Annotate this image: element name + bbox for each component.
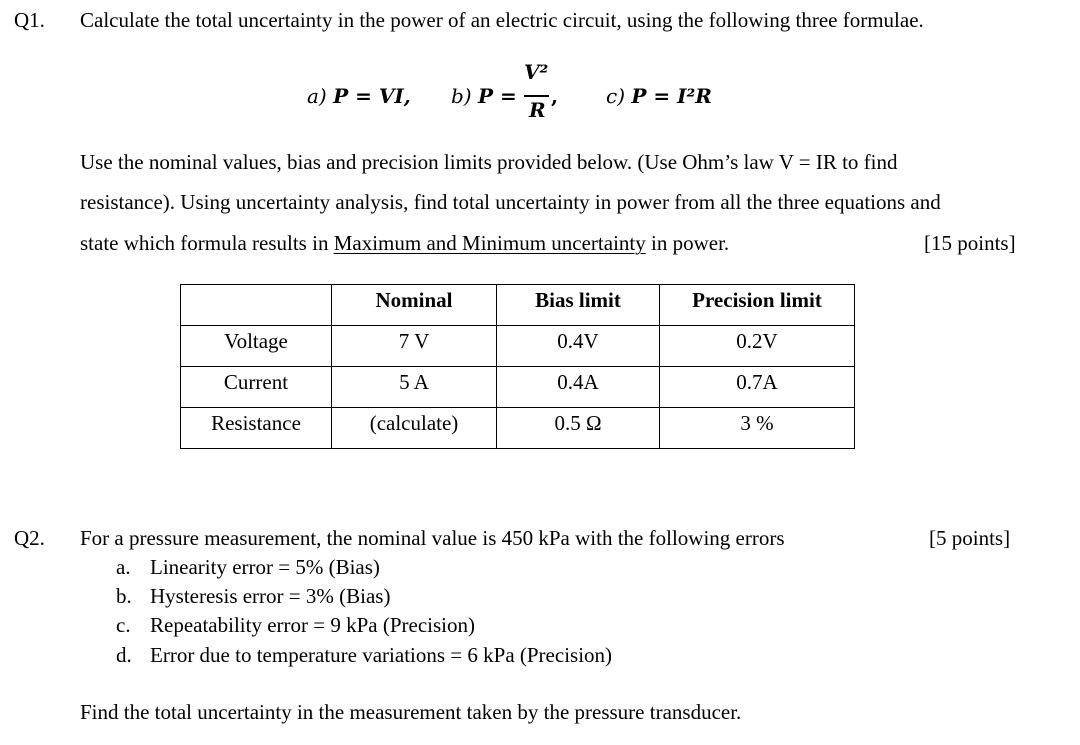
table-cell: Current: [181, 367, 332, 408]
list-text: Hysteresis error = 3% (Bias): [150, 584, 391, 608]
list-marker: c.: [116, 613, 131, 637]
list-item: [116, 584, 390, 609]
paragraph-line-3: [80, 231, 729, 256]
question-2-number: Q2.: [14, 526, 45, 550]
paragraph-line-2: resistance). Using uncertainty analysis, find total uncertainty in power from all the three equations and: [80, 190, 941, 214]
list-marker: d.: [116, 643, 132, 667]
table-header-cell: [181, 285, 332, 326]
formula-c-expression: P = I²R: [631, 84, 712, 108]
question-2-intro: For a pressure measurement, the nominal value is 450 kPa with the following errors: [80, 526, 785, 550]
list-marker: b.: [116, 584, 132, 608]
table-cell: 0.4A: [497, 367, 660, 408]
formula-a-label: a): [307, 84, 334, 108]
question-1-points: [15 points]: [924, 231, 1016, 255]
measurement-table: [180, 284, 855, 449]
formula-a: [307, 84, 411, 108]
table-cell: 5 A: [332, 367, 497, 408]
question-2-points: [5 points]: [929, 526, 1011, 550]
paragraph-line-1: Use the nominal values, bias and precision limits provided below. (Use Ohm’s law V = IR to find: [80, 150, 898, 174]
paragraph-line-3-post: in power.: [645, 231, 730, 255]
table-cell: 0.4V: [497, 326, 660, 367]
table-cell: Voltage: [181, 326, 332, 367]
formula-c-label: c): [606, 84, 632, 108]
formula-b-label: b): [451, 84, 478, 108]
formula-b-numerator: V²: [524, 60, 549, 84]
table-cell: (calculate): [332, 408, 497, 449]
table-header-cell: Nominal: [332, 285, 497, 326]
paragraph-line-3-pre: state which formula results in: [80, 231, 334, 255]
question-2-conclusion: Find the total uncertainty in the measurement taken by the pressure transducer.: [80, 700, 742, 724]
table-header-cell: Bias limit: [497, 285, 660, 326]
list-item: [116, 613, 475, 638]
formula-c: [606, 84, 712, 108]
list-item: [116, 643, 612, 668]
table-cell: 0.2V: [660, 326, 855, 367]
table-row: [181, 326, 855, 367]
table-header-cell: Precision limit: [660, 285, 855, 326]
list-marker: a.: [116, 555, 131, 579]
table-cell: 0.5 Ω: [497, 408, 660, 449]
table-row: [181, 408, 855, 449]
formula-b-comma: ,: [551, 84, 558, 108]
table-header-row: [181, 285, 855, 326]
table-row: [181, 367, 855, 408]
formula-b-denominator: R: [529, 98, 546, 122]
table-cell: Resistance: [181, 408, 332, 449]
table-cell: 7 V: [332, 326, 497, 367]
table-cell: 0.7A: [660, 367, 855, 408]
formula-b: [451, 84, 517, 108]
list-item: [116, 555, 380, 580]
list-text: Repeatability error = 9 kPa (Precision): [150, 613, 475, 637]
max-min-uncertainty-underlined: Maximum and Minimum uncertainty: [333, 231, 646, 255]
formula-b-fraction-bar: [524, 95, 549, 97]
table-cell: 3 %: [660, 408, 855, 449]
question-1-number: Q1.: [14, 8, 45, 32]
list-text: Linearity error = 5% (Bias): [150, 555, 380, 579]
formula-b-lhs: P =: [477, 84, 517, 108]
list-text: Error due to temperature variations = 6 kPa (Precision): [150, 643, 613, 667]
formula-a-expression: P = VI,: [333, 84, 411, 108]
question-1-intro: Calculate the total uncertainty in the power of an electric circuit, using the following three formulae.: [80, 8, 924, 32]
